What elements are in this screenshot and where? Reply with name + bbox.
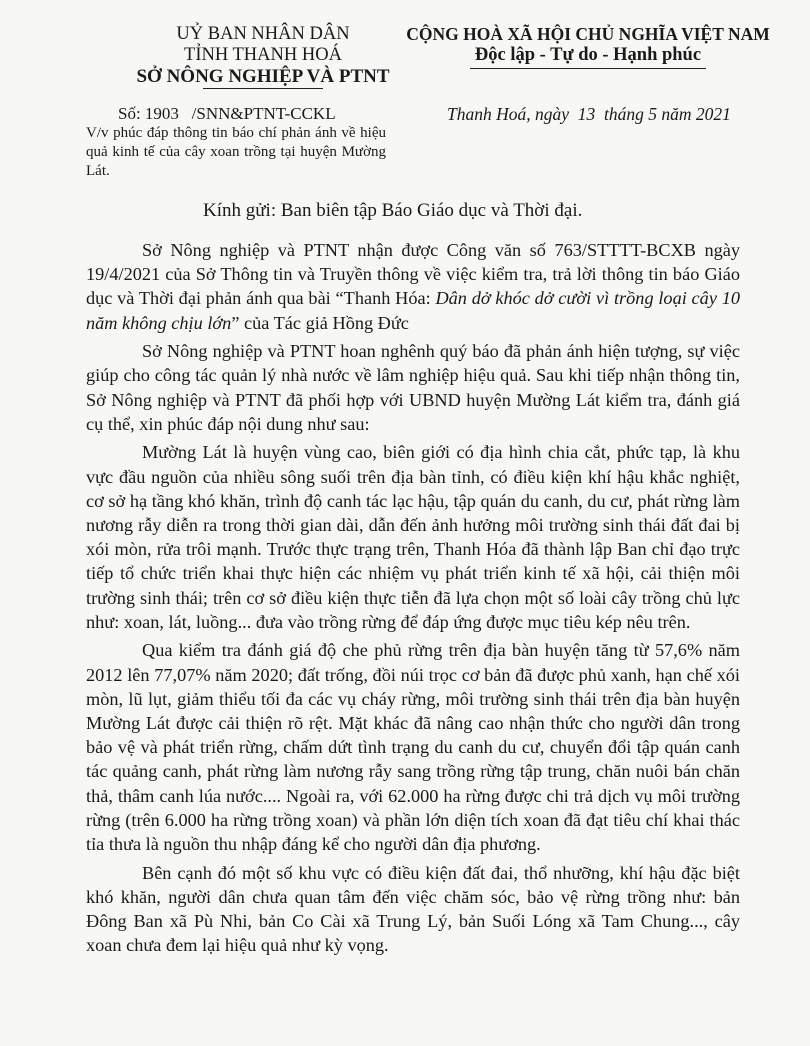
recipient-line: Kính gửi: Ban biên tập Báo Giáo dục và Thời đại. xyxy=(203,200,583,221)
department-name: SỞ NÔNG NGHIỆP VÀ PTNT xyxy=(136,66,390,87)
national-motto: Độc lập - Tự do - Hạnh phúc xyxy=(474,45,702,65)
paragraph-1-end: ” của Tác giả Hồng Đức xyxy=(231,312,409,333)
issuing-agency-header xyxy=(118,24,408,89)
paragraph-1-start: Sở Nông nghiệp và PTNT nhận được Công văn số 763/STTTT-BCXB ngày 19/4/2021 của Sở Thông tin và Truyền thông về việc kiểm tra, trả lời thông tin báo Giáo dục và Thời đại phản ánh qua bài “Thanh Hóa: xyxy=(86,240,740,309)
motto-underline xyxy=(470,68,706,69)
document-subject: V/v phúc đáp thông tin báo chí phản ánh về hiệu quả kinh tế của cây xoan trồng tại huyện Mường Lát. xyxy=(86,125,386,179)
national-header xyxy=(388,24,788,69)
paragraph-2: Sở Nông nghiệp và PTNT hoan nghênh quý báo đã phản ánh hiện tượng, sự việc giúp cho công tác quản lý nhà nước về lâm nghiệp hiệu quả. Sau khi tiếp nhận thông tin, Sở Nông nghiệp và PTNT đã phối hợp với UBND huyện Mường Lát kiểm tra, đánh giá cụ thể, xin phúc đáp nội dung như sau: xyxy=(86,341,740,434)
paragraph-4: Qua kiểm tra đánh giá độ che phủ rừng trên địa bàn huyện tăng từ 57,6% năm 2012 lên 77,07% năm 2020; đất trống, đồi núi trọc cơ bản đã được phủ xanh, hạn chế xói mòn, lũ lụt, giảm thiểu tối đa các vụ cháy rừng, môi trường sinh thái trên địa bàn huyện Mường Lát được cải thiện rõ rệt. Mặt khác đã nâng cao nhận thức cho người dân trong bảo vệ và phát triển rừng, chấm dứt tình trạng du canh du cư, chuyển đổi tập quán canh tác quảng canh, phát rừng làm nương rẫy sang trồng rừng tập trung, chăn nuôi bán chăn thả, thâm canh lúa nước.... Ngoài ra, với 62.000 ha rừng được chi trả dịch vụ môi trường rừng (trên 6.000 ha rừng trồng xoan) và phần lớn diện tích xoan đã đạt tiêu chí khai thác tỉa thưa là nguồn thu nhập đáng kể cho người dân địa phương. xyxy=(86,640,740,855)
paragraph-5: Bên cạnh đó một số khu vực có điều kiện đất đai, thổ nhưỡng, khí hậu đặc biệt khó khăn, người dân chưa quan tâm đến việc chăm sóc, bảo vệ rừng trồng như: bản Đông Ban xã Pù Nhi, bản Co Cài xã Trung Lý, bản Suối Lóng xã Tam Chung..., cây xoan chưa đem lại hiệu quả như kỳ vọng. xyxy=(86,862,740,956)
document-number: Số: 1903 /SNN&PTNT-CCKL xyxy=(118,104,336,123)
country-name: CỘNG HOÀ XÃ HỘI CHỦ NGHĨA VIỆT NAM xyxy=(406,24,770,44)
paragraph-3: Mường Lát là huyện vùng cao, biên giới có địa hình chia cắt, phức tạp, là khu vực đầu nguồn của nhiều sông suối trên địa bàn tỉnh, có điều kiện khí hậu khắc nghiệt, cơ sở hạ tầng khó khăn, trình độ canh tác lạc hậu, tập quán du canh, du cư, phát rừng làm nương rẫy diễn ra trong thời gian dài, dẫn đến ảnh hưởng môi trường sinh thái đất đai bị xói mòn, rửa trôi mạnh. Trước thực trạng trên, Thanh Hóa đã thành lập Ban chỉ đạo trực tiếp tổ chức triển khai thực hiện các nhiệm vụ phát triển kinh tế xã hội, cải thiện môi trường sinh thái; trên cơ sở điều kiện thực tiễn đã lựa chọn một số loài cây trồng chủ lực như: xoan, lát, luồng... đưa vào trồng rừng để đáp ứng được mục tiêu kép nêu trên. xyxy=(86,442,740,632)
paragraph-1 xyxy=(86,238,740,335)
article-title: Dân dở khóc dở cười vì trồng loại cây 10 năm không chịu lớn xyxy=(86,288,740,333)
document-date: Thanh Hoá, ngày 13 tháng 5 năm 2021 xyxy=(447,104,731,124)
letter-body xyxy=(86,238,740,962)
agency-line-1: UỶ BAN NHÂN DÂN xyxy=(176,24,350,44)
department-underline xyxy=(203,88,323,89)
agency-line-2: TỈNH THANH HOÁ xyxy=(184,45,342,65)
